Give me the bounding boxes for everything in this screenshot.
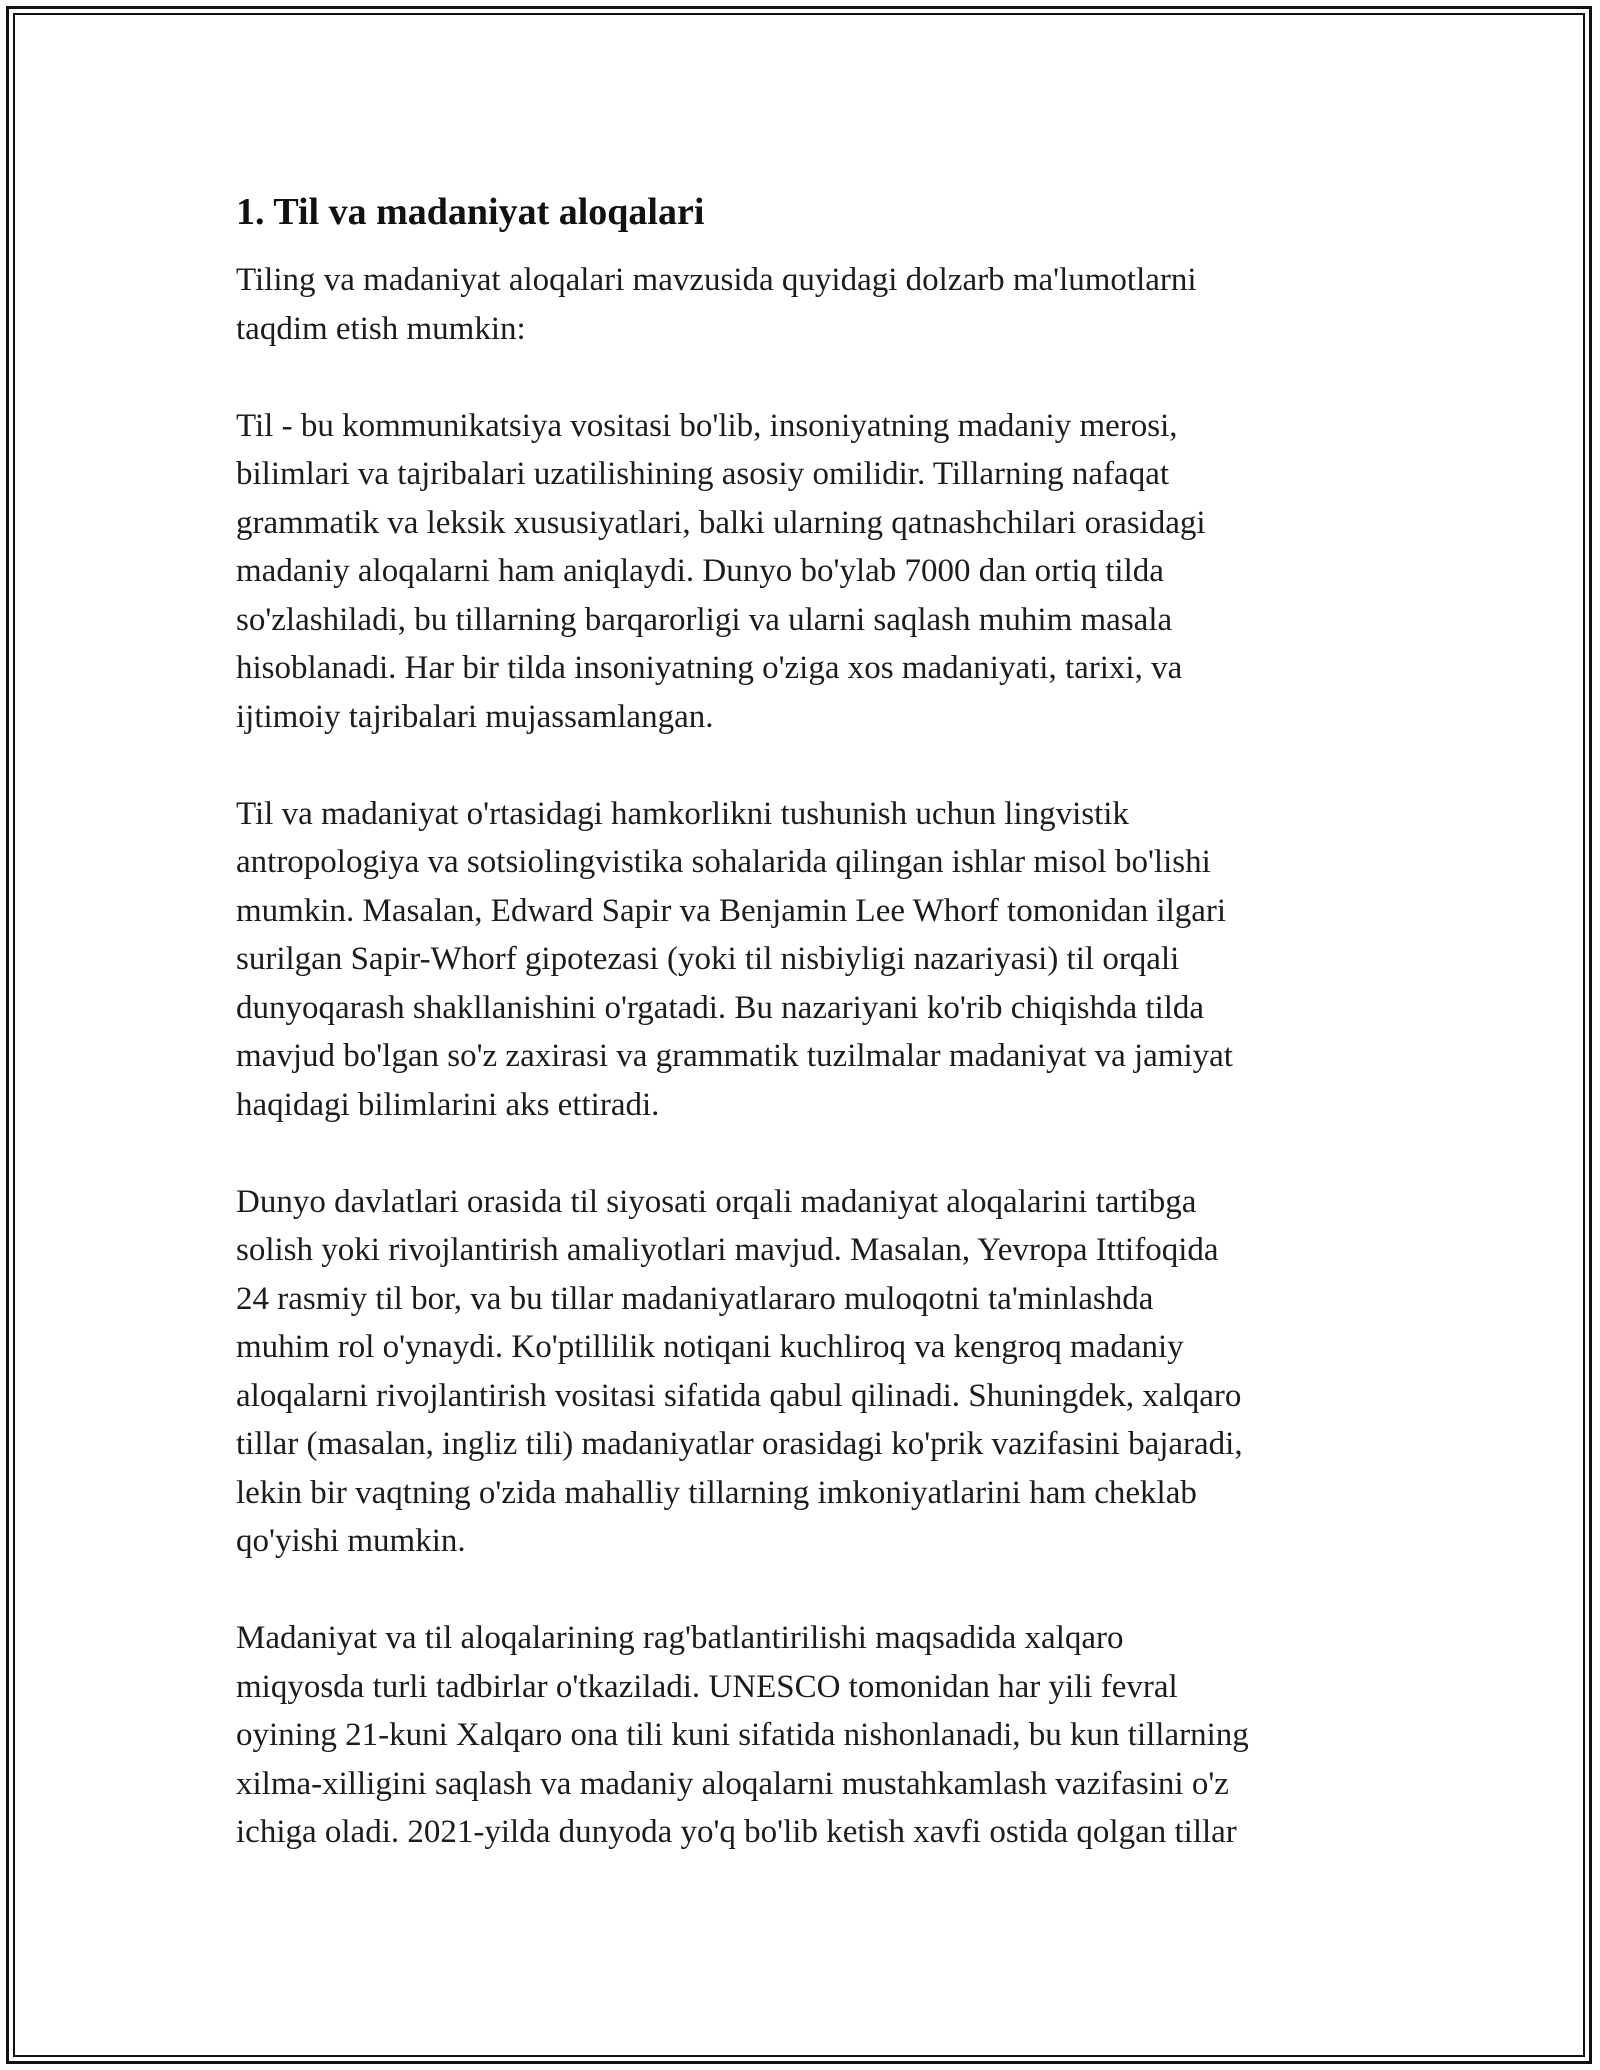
paragraph-til-kommunikatsiya: Til - bu kommunikatsiya vositasi bo'lib, insoniyatning madaniy merosi, bilimlari va tajribalari uzatilishining asosiy omilidir. Tillarning nafaqat grammatik va leksik xususiyatlari, balki ularning qatnashchilari orasidagi madaniy aloqalarni ham aniqlaydi. Dunyo bo'ylab 7000 dan ortiq tilda so'zlashiladi, bu tillarning barqarorligi va ularni saqlash muhim masala hisoblanadi. Har bir tilda insoniyatning o'ziga xos madaniyati, tarixi, va ijtimoiy tajribalari mujassamlangan.	[236, 407, 1206, 735]
paragraph-intro: Tiling va madaniyat aloqalari mavzusida quyidagi dolzarb ma'lumotlarni taqdim etish mumkin:	[236, 262, 1197, 347]
document-body	[236, 186, 1366, 1905]
section-heading: 1. Til va madaniyat aloqalari	[236, 191, 705, 233]
paragraph-unesco: Madaniyat va til aloqalarining rag'batlantirilishi maqsadida xalqaro miqyosda turli tadbirlar o'tkaziladi. UNESCO tomonidan har yili fevral oyining 21-kuni Xalqaro ona tili kuni sifatida nishonlanadi, bu kun tillarning xilma-xilligini saqlash va madaniy aloqalarni mustahkamlash vazifasini o'z ichiga oladi. 2021-yilda dunyoda yo'q bo'lib ketish xavfi ostida qolgan tillar	[236, 1620, 1249, 1850]
paragraph-sapir-whorf: Til va madaniyat o'rtasidagi hamkorlikni tushunish uchun lingvistik antropologiya va sotsiolingvistika sohalarida qilingan ishlar misol bo'lishi mumkin. Masalan, Edward Sapir va Benjamin Lee Whorf tomonidan ilgari surilgan Sapir-Whorf gipotezasi (yoki til nisbiyligi nazariyasi) til orqali dunyoqarash shakllanishini o'rgatadi. Bu nazariyani ko'rib chiqishda tilda mavjud bo'lgan so'z zaxirasi va grammatik tuzilmalar madaniyat va jamiyat haqidagi bilimlarini aks ettiradi.	[236, 795, 1233, 1123]
paragraph-til-siyosati: Dunyo davlatlari orasida til siyosati orqali madaniyat aloqalarini tartibga solish yoki rivojlantirish amaliyotlari mavjud. Masalan, Yevropa Ittifoqida 24 rasmiy til bor, va bu tillar madaniyatlararo muloqotni ta'minlashda muhim rol o'ynaydi. Ko'ptillilik notiqani kuchliroq va kengroq madaniy aloqalarni rivojlantirish vositasi sifatida qabul qilinadi. Shuningdek, xalqaro tillar (masalan, ingliz tili) madaniyatlar orasidagi ko'prik vazifasini bajaradi, lekin bir vaqtning o'zida mahalliy tillarning imkoniyatlarini ham cheklab qo'yishi mumkin.	[236, 1183, 1243, 1559]
